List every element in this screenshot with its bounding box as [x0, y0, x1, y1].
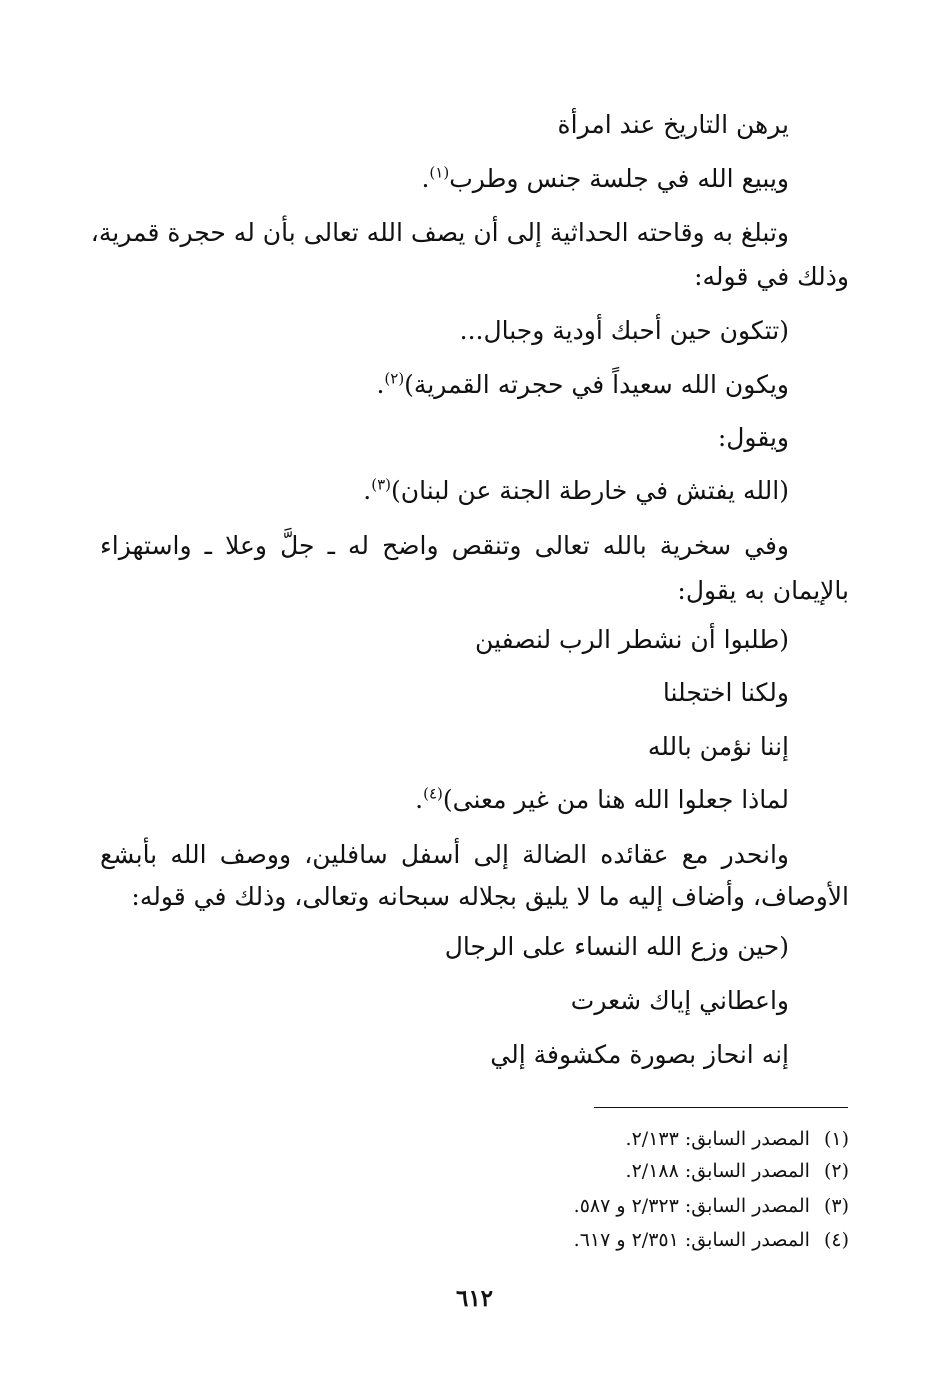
verse-text: (الله يفتش في خارطة الجنة عن لبنان) — [391, 476, 789, 505]
footnote — [574, 1226, 849, 1254]
footnote-number: (١) — [823, 1128, 849, 1150]
verse-line: ويكون الله سعيداً في حجرته القمرية)$^{(٢)}$. — [376, 369, 789, 399]
footnote — [626, 1125, 849, 1153]
footnote-text: المصدر السابق: ٢/٣٥١ و ٦١٧. — [573, 1229, 810, 1251]
paragraph-line: الأوصاف، وأضاف إليه ما لا يليق بجلاله سبحانه وتعالى، وذلك في قوله: — [131, 882, 849, 911]
verse-line: إنه انحاز بصورة مكشوفة إلي — [490, 1040, 789, 1069]
paragraph-line: وفي سخرية بالله تعالى وتنقص واضح له ـ جلَّ وعلا ـ واستهزاء — [100, 531, 789, 560]
verse-line: إننا نؤمن بالله — [647, 732, 789, 761]
footnote-ref: (٣) — [371, 475, 392, 494]
verse-line: ويبيع الله في جلسة جنس وطرب$^{(١)}$. — [421, 163, 789, 193]
paragraph-line: ويقول: — [717, 423, 789, 452]
footnote-text: المصدر السابق: ٢/١٨٨. — [625, 1160, 810, 1182]
verse-line: (الله يفتش في خارطة الجنة عن لبنان)$^{(٣)}$. — [363, 475, 789, 505]
footnote — [574, 1192, 849, 1220]
paragraph-line: وتبلغ به وقاحته الحداثية إلى أن يصف الله تعالى بأن له حجرة قمرية، — [90, 218, 789, 247]
verse-text: ويبيع الله في جلسة جنس وطرب — [449, 164, 789, 193]
footnote-ref: (١) — [429, 163, 450, 182]
page-number: ٦١٢ — [455, 1285, 494, 1312]
footnote-number: (٤) — [823, 1229, 849, 1251]
verse-text: ويكون الله سعيداً في حجرته القمرية) — [404, 370, 789, 399]
verse-line: (تتكون حين أحبك أودية وجبال... — [459, 316, 789, 345]
verse-line: واعطاني إياك شعرت — [570, 986, 789, 1015]
verse-line: يرهن التاريخ عند امرأة — [557, 110, 789, 139]
verse-line: (طلبوا أن نشطر الرب لنصفين — [475, 625, 789, 654]
verse-line: ولكنا اختجلنا — [662, 678, 789, 707]
footnote-separator — [594, 1107, 848, 1108]
footnote-ref: (٢) — [384, 369, 405, 388]
footnote-number: (٢) — [823, 1160, 849, 1182]
footnote-number: (٣) — [823, 1195, 849, 1217]
footnote-text: المصدر السابق: ٢/٣٢٣ و ٥٨٧. — [573, 1195, 810, 1217]
footnote — [626, 1157, 849, 1185]
verse-line: (حين وزع الله النساء على الرجال — [444, 932, 789, 961]
paragraph-line: وذلك في قوله: — [694, 262, 849, 291]
footnote-text: المصدر السابق: ٢/١٣٣. — [625, 1128, 810, 1150]
verse-line: لماذا جعلوا الله هنا من غير معنى)$^{(٤)}$. — [415, 784, 789, 814]
footnote-ref: (٤) — [423, 784, 443, 803]
verse-text: لماذا جعلوا الله هنا من غير معنى) — [442, 785, 789, 814]
paragraph-line: بالإيمان به يقول: — [677, 576, 849, 605]
paragraph-line: وانحدر مع عقائده الضالة إلى أسفل سافلين، ووصف الله بأبشع — [100, 840, 789, 869]
